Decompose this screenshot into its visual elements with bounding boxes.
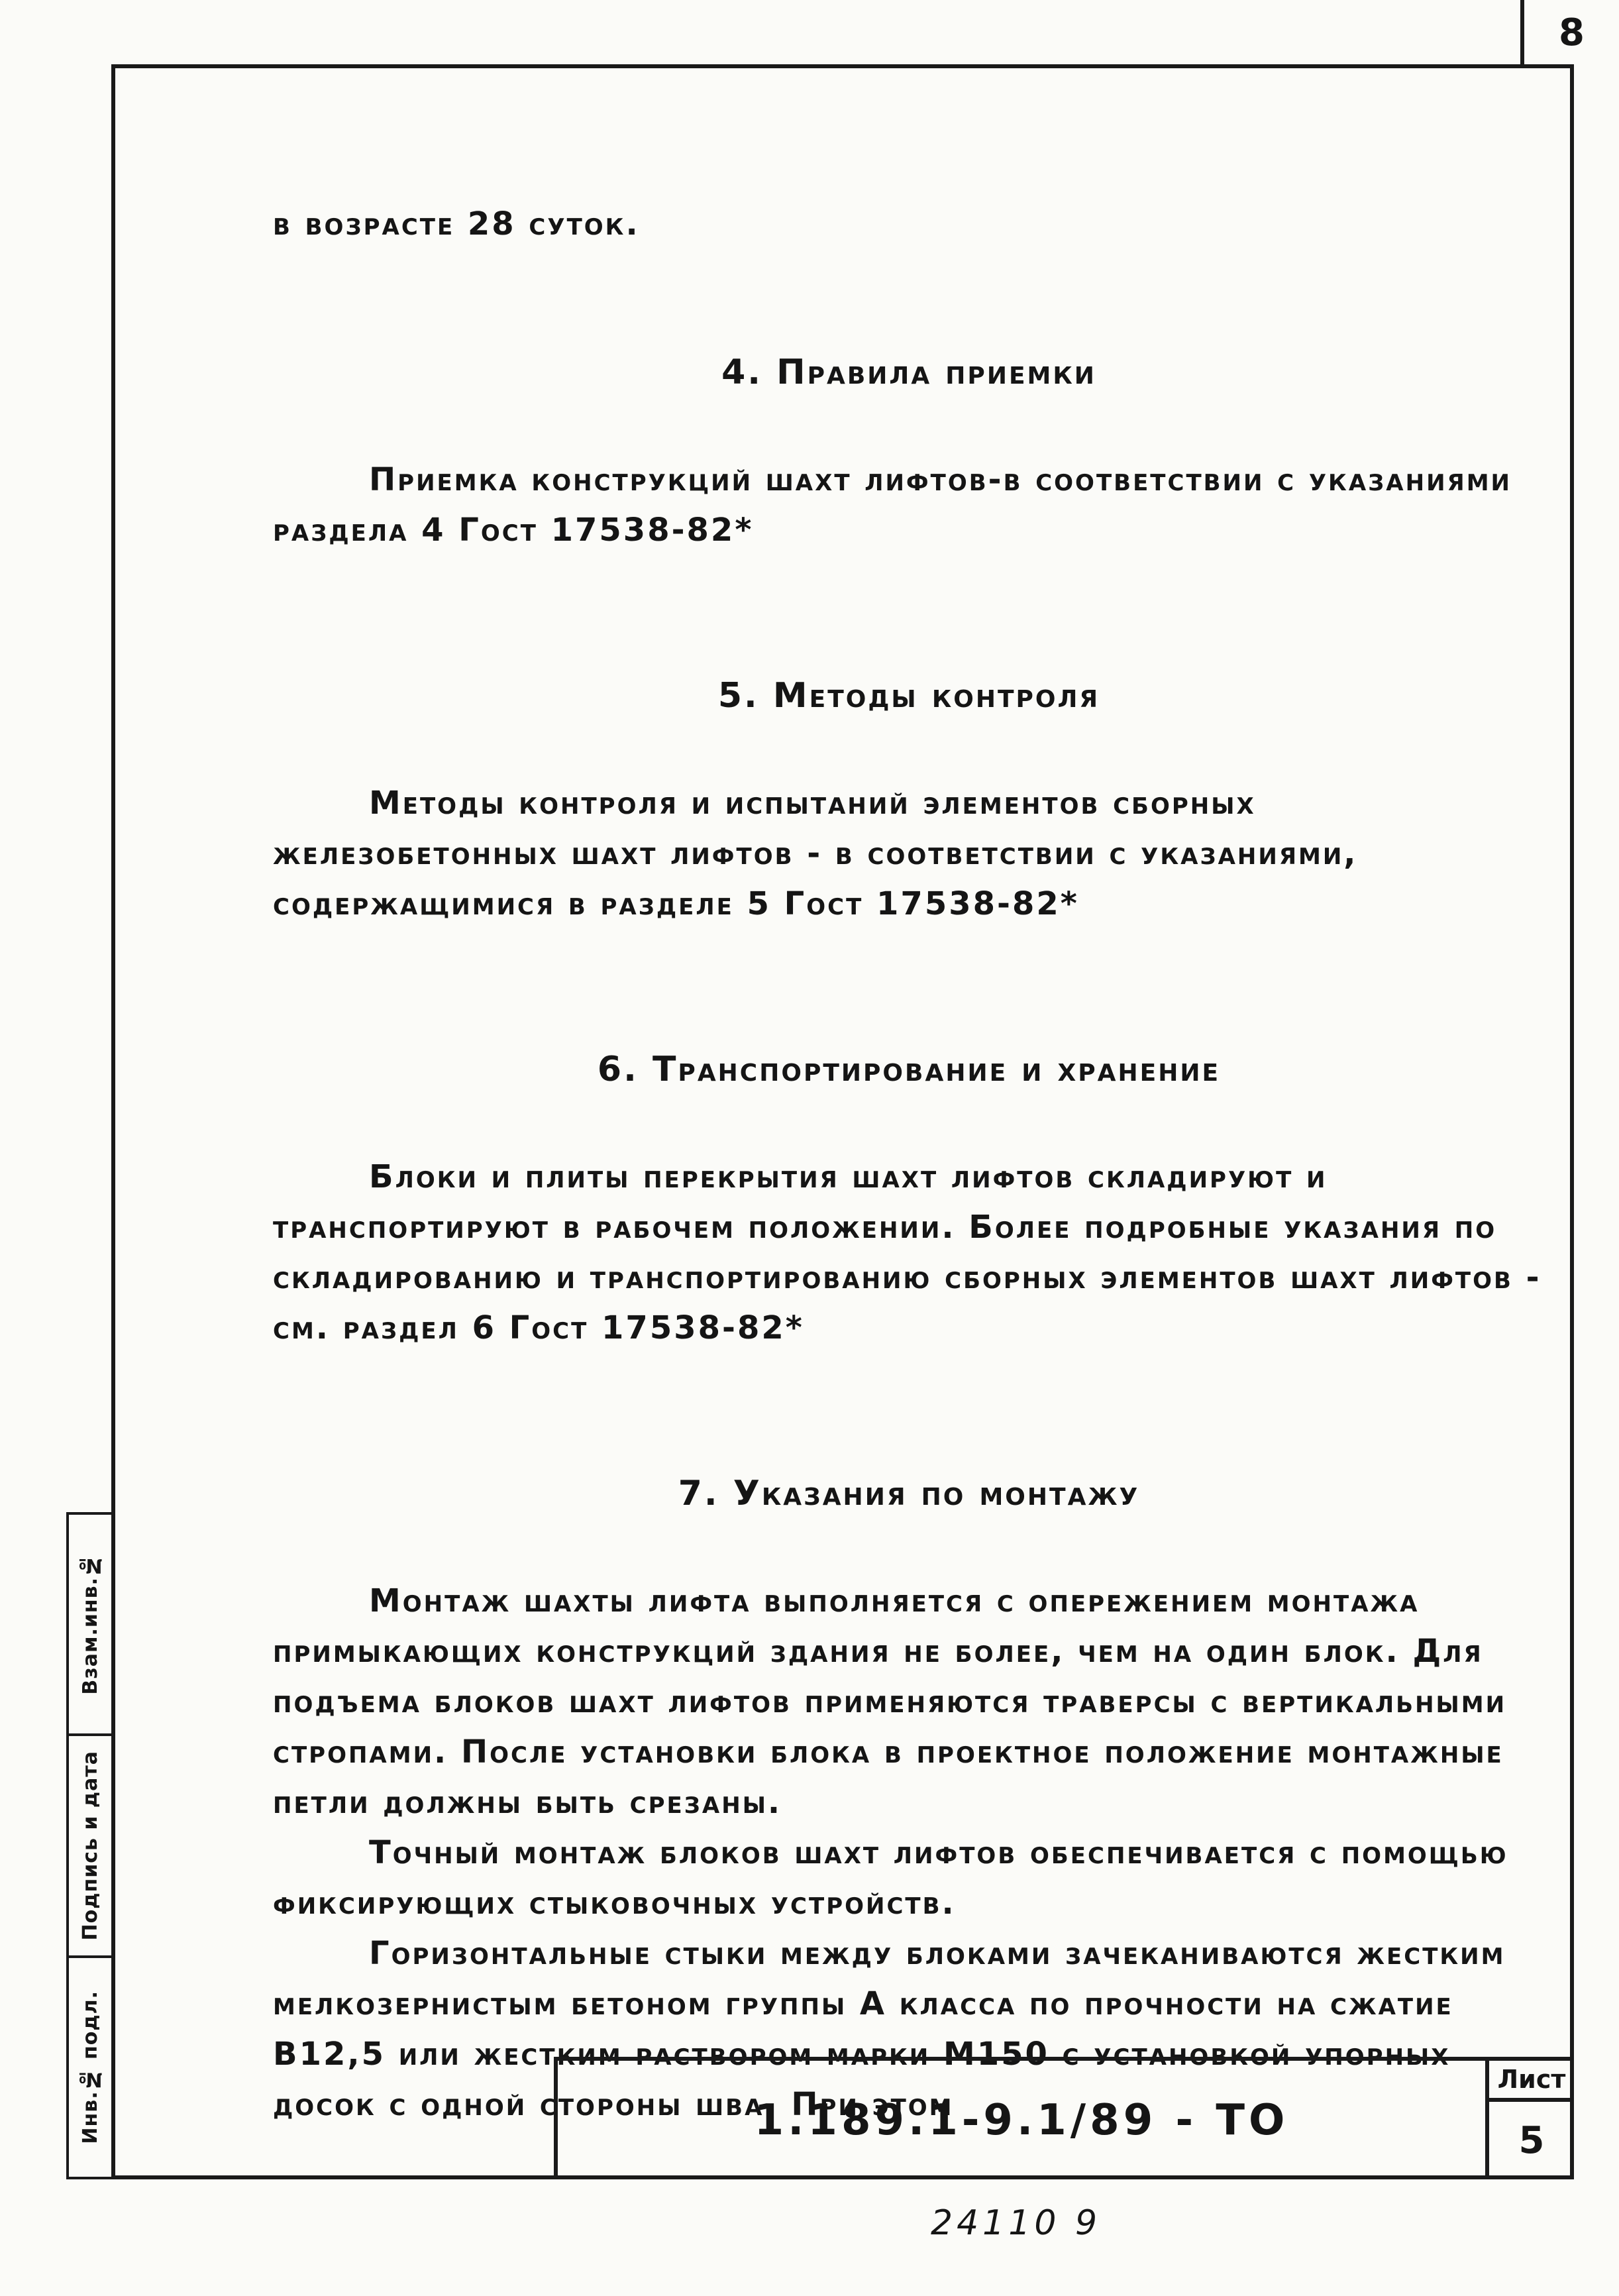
intro-line: в возрасте 28 суток. xyxy=(273,205,640,243)
section-heading-4: 4. Правила приемки xyxy=(721,353,1096,392)
section-7-paragraph-1: Монтаж шахты лифта выполняется с опережением монтажа примыкающих конструкций здания не более, чем на один блок. Для подъема блоков шахт лифтов применяются траверсы с вертикальными стропами. После установки блока в проектное положение монтажные петли должны быть срезаны. xyxy=(273,1582,1507,1821)
side-stamp xyxy=(66,1512,111,2179)
sheet-label: Лист xyxy=(1489,2061,1574,2102)
corner-page-number: 8 xyxy=(1520,0,1619,65)
stamp-cell-original-inv xyxy=(69,1958,111,2177)
section-4-paragraph: Приемка конструкций шахт лифтов-в соответствии с указаниями раздела 4 Гост 17538-82* xyxy=(273,461,1512,549)
stamp-cell-replaced-inv xyxy=(69,1515,111,1736)
document-body xyxy=(273,199,1545,2130)
section-6-paragraph: Блоки и плиты перекрытия шахт лифтов складируют и транспортируют в рабочем положении. Более подробные указания по складированию и транспортированию сборных элементов шахт лифтов - см. раздел 6 Гост 17538-82* xyxy=(273,1158,1541,1346)
stamp-label-original-inv: Инв.№ подл. xyxy=(78,1991,102,2144)
sheet-number: 5 xyxy=(1518,2119,1545,2162)
section-7-paragraph-3: Горизонтальные стыки между блоками зачеканиваются жестким мелкозернистым бетоном группы А класса по прочности на сжатие В12,5 или жестким раствором марки М150 с установкой упорных досок с одной стороны шва. При этом xyxy=(273,1935,1506,2123)
section-heading-7: 7. Указания по монтажу xyxy=(678,1474,1140,1513)
document-code: 1.189.1-9.1/89 - ТО xyxy=(754,2095,1289,2145)
section-5-paragraph: Методы контроля и испытаний элементов сборных железобетонных шахт лифтов - в соответствии с указаниями, содержащимися в разделе 5 Гост 17538-82* xyxy=(273,785,1358,922)
stamp-cell-signature-date xyxy=(69,1736,111,1957)
section-heading-6: 6. Транспортирование и хранение xyxy=(597,1050,1221,1089)
title-block xyxy=(554,2057,1574,2179)
sheet-box xyxy=(1485,2061,1574,2179)
stamp-label-replaced-inv: Взам.инв.№ xyxy=(78,1553,102,1695)
stamp-label-signature-date: Подпись и дата xyxy=(78,1751,102,1941)
inventory-note: 24110 9 xyxy=(931,2203,1102,2243)
section-heading-5: 5. Методы контроля xyxy=(717,676,1100,716)
section-7-paragraph-2: Точный монтаж блоков шахт лифтов обеспечивается с помощью фиксирующих стыковочных устройств. xyxy=(273,1834,1508,1922)
